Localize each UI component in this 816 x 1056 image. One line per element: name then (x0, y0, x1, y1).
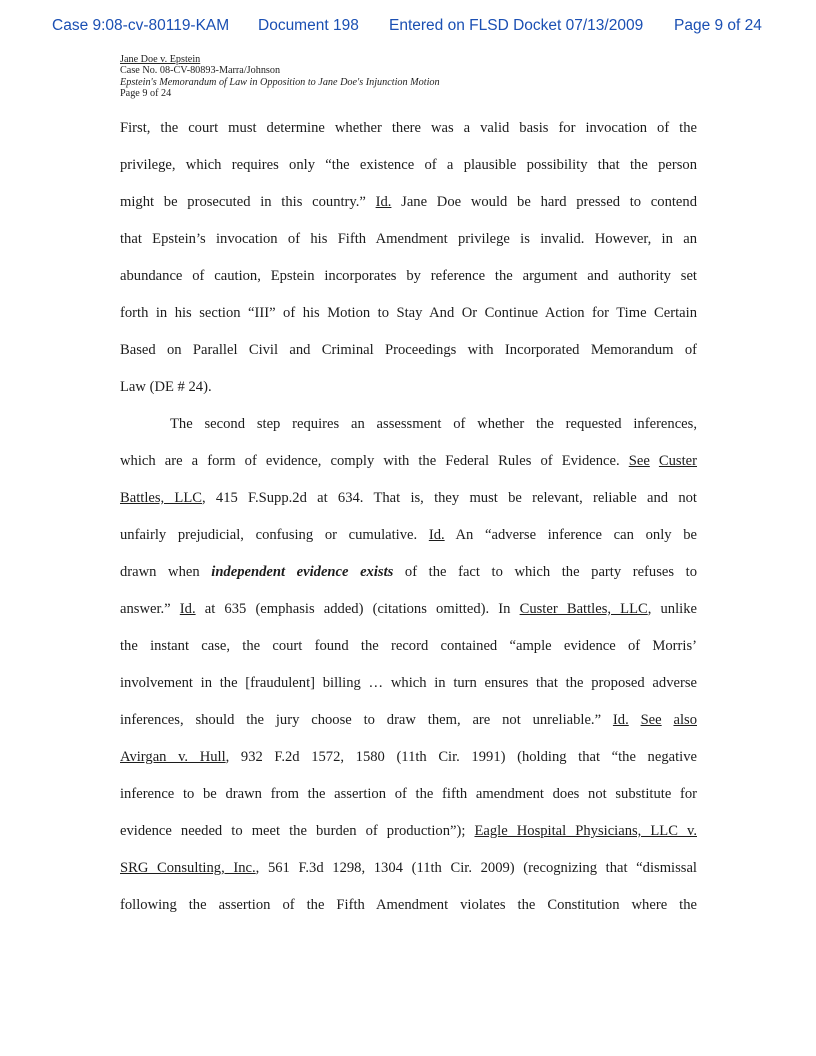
text-line: abundance of caution, Epstein incorporates by reference the argument and authority set (120, 268, 697, 284)
case-citation: Eagle Hospital Physicians, LLC v. (474, 823, 697, 839)
case-citation: Avirgan v. Hull (120, 749, 226, 765)
case-citation: Battles, LLC (120, 490, 202, 506)
text-line: privilege, which requires only “the existence of a plausible possibility that the person (120, 157, 697, 173)
text-line: which are a form of evidence, comply with the Federal Rules of Evidence. See Custer (120, 453, 698, 469)
text-line: Law (DE # 24). (120, 379, 212, 395)
text-line: that Epstein’s invocation of his Fifth Amendment privilege is invalid. However, in an (120, 231, 697, 247)
signal-see: See (640, 712, 662, 728)
citation-id: Id. (375, 194, 392, 210)
text-line: First, the court must determine whether there was a valid basis for invocation of the (120, 120, 697, 136)
text-line: the instant case, the court found the record contained “ample evidence of Morris’ (120, 638, 697, 654)
text-line: SRG Consulting, Inc., 561 F.3d 1298, 1304 (11th Cir. 2009) (recognizing that “dismissal (120, 860, 697, 876)
text-line: might be prosecuted in this country.” Id. Jane Doe would be hard pressed to contend (120, 194, 697, 210)
text-line: inferences, should the jury choose to draw them, are not unreliable.” Id. See also (120, 712, 697, 728)
text-line: answer.” Id. at 635 (emphasis added) (citations omitted). In Custer Battles, LLC, unlike (120, 601, 697, 617)
text-line: The second step requires an assessment of whether the requested inferences, (170, 416, 697, 432)
caption-page: Page 9 of 24 (120, 88, 172, 100)
signal-also: also (673, 712, 697, 728)
caption-case-no: Case No. 08-CV-80893-Marra/Johnson (120, 65, 281, 77)
signal-see: See (628, 453, 650, 469)
case-citation: Custer Battles, LLC (519, 601, 648, 617)
case-number-stamp: Case 9:08-cv-80119-KAM (52, 17, 230, 34)
document-number-stamp: Document 198 (258, 17, 359, 34)
caption-title: Jane Doe v. Epstein (120, 54, 201, 65)
text-line: drawn when independent evidence exists of the fact to which the party refuses to (120, 564, 697, 580)
document-caption (120, 54, 440, 100)
text-line: forth in his section “III” of his Motion to Stay And Or Continue Action for Time Certain (120, 305, 697, 321)
text-line: Avirgan v. Hull, 932 F.2d 1572, 1580 (11th Cir. 1991) (holding that “the negative (120, 749, 697, 765)
docket-entry-stamp: Entered on FLSD Docket 07/13/2009 (389, 17, 644, 34)
page-number-stamp: Page 9 of 24 (674, 17, 762, 34)
text-line: Battles, LLC, 415 F.Supp.2d at 634. That is, they must be relevant, reliable and not (120, 490, 697, 506)
emphasized-phrase: independent evidence exists (211, 564, 394, 580)
text-line: unfairly prejudicial, confusing or cumulative. Id. An “adverse inference can only be (120, 527, 698, 543)
text-line: Based on Parallel Civil and Criminal Proceedings with Incorporated Memorandum of (120, 342, 697, 358)
citation-id: Id. (428, 527, 445, 543)
text-line: involvement in the [fraudulent] billing … which in turn ensures that the proposed adverse (120, 675, 697, 691)
caption-memo-title: Epstein's Memorandum of Law in Opposition to Jane Doe's Injunction Motion (120, 76, 440, 88)
case-citation: SRG Consulting, Inc. (120, 860, 256, 876)
text-line: inference to be drawn from the assertion of the fifth amendment does not substitute for (120, 786, 697, 802)
citation-id: Id. (612, 712, 629, 728)
case-citation: Custer (658, 453, 698, 469)
text-line: evidence needed to meet the burden of production”); Eagle Hospital Physicians, LLC v. (120, 823, 697, 839)
text-line: following the assertion of the Fifth Amendment violates the Constitution where the (120, 897, 697, 913)
citation-id: Id. (179, 601, 196, 617)
